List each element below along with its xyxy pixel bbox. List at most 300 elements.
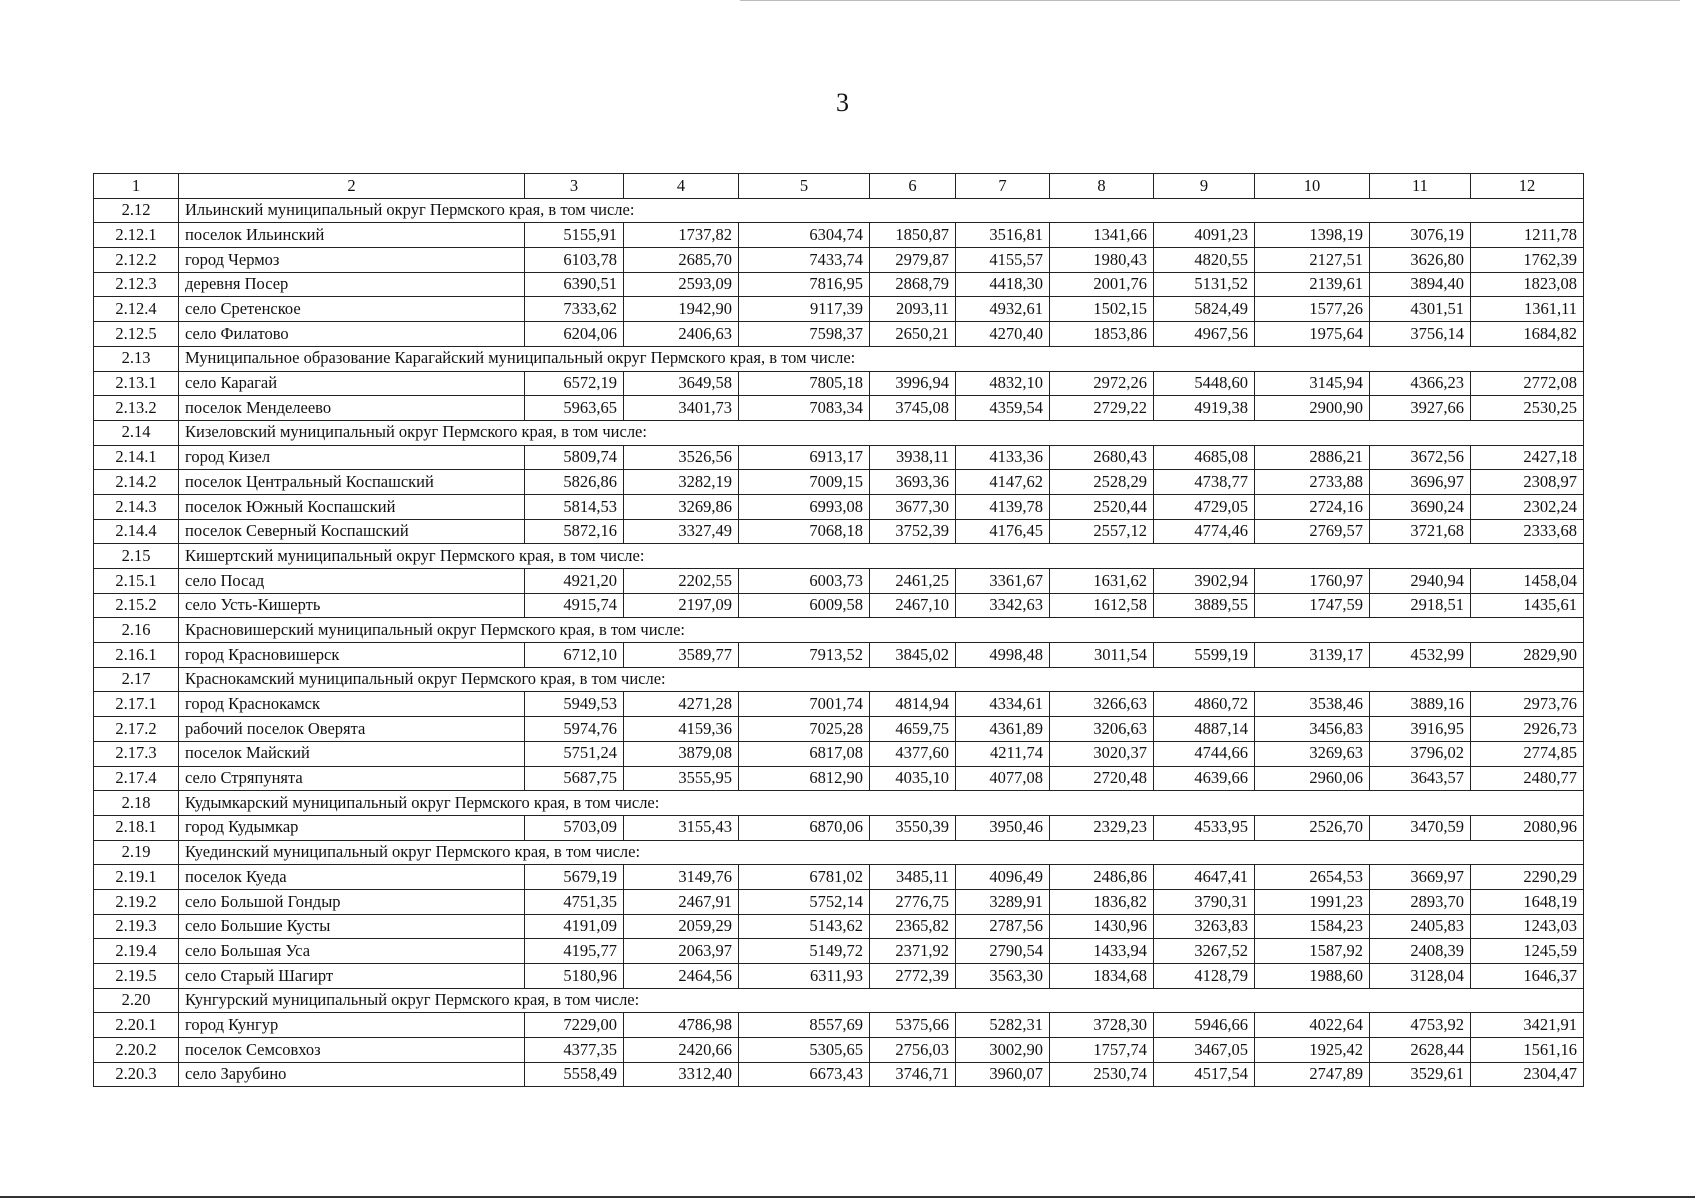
- table-row: [94, 1038, 1584, 1063]
- column-header-1: 1: [94, 174, 179, 199]
- value-cell-col-3: 5826,86: [525, 470, 624, 495]
- column-header-11: 11: [1370, 174, 1471, 199]
- value-cell-col-10: 2127,51: [1255, 248, 1370, 273]
- value-cell-col-7: 4133,36: [956, 445, 1050, 470]
- table-row: [94, 297, 1584, 322]
- value-cell-col-6: 4814,94: [870, 692, 956, 717]
- value-cell-col-12: 1435,61: [1471, 593, 1584, 618]
- value-cell-col-7: 3002,90: [956, 1038, 1050, 1063]
- value-cell-col-8: 2530,74: [1050, 1062, 1154, 1087]
- value-cell-col-4: 3649,58: [624, 371, 739, 396]
- row-number: 2.19.5: [94, 964, 179, 989]
- top-edge-line: [740, 0, 1680, 1]
- value-cell-col-12: 2829,90: [1471, 643, 1584, 668]
- table-row: [94, 865, 1584, 890]
- value-cell-col-3: 6204,06: [525, 322, 624, 347]
- row-number: 2.19.3: [94, 914, 179, 939]
- value-cell-col-9: 4128,79: [1154, 964, 1255, 989]
- value-cell-col-9: 5946,66: [1154, 1013, 1255, 1038]
- value-cell-col-7: 2790,54: [956, 939, 1050, 964]
- section-number: 2.17: [94, 667, 179, 692]
- value-cell-col-9: 3267,52: [1154, 939, 1255, 964]
- value-cell-col-3: 4915,74: [525, 593, 624, 618]
- value-cell-col-8: 1757,74: [1050, 1038, 1154, 1063]
- column-header-7: 7: [956, 174, 1050, 199]
- value-cell-col-6: 1850,87: [870, 223, 956, 248]
- value-cell-col-11: 4753,92: [1370, 1013, 1471, 1038]
- value-cell-col-8: 1612,58: [1050, 593, 1154, 618]
- value-cell-col-5: 6812,90: [739, 766, 870, 791]
- value-cell-col-7: 3516,81: [956, 223, 1050, 248]
- value-cell-col-8: 1631,62: [1050, 569, 1154, 594]
- value-cell-col-6: 3745,08: [870, 396, 956, 421]
- value-cell-col-5: 7913,52: [739, 643, 870, 668]
- column-header-9: 9: [1154, 174, 1255, 199]
- value-cell-col-6: 3996,94: [870, 371, 956, 396]
- value-cell-col-12: 2530,25: [1471, 396, 1584, 421]
- value-cell-col-5: 6993,08: [739, 494, 870, 519]
- value-cell-col-9: 5448,60: [1154, 371, 1255, 396]
- value-cell-col-10: 3269,63: [1255, 741, 1370, 766]
- value-cell-col-4: 3526,56: [624, 445, 739, 470]
- value-cell-col-9: 5599,19: [1154, 643, 1255, 668]
- value-cell-col-10: 1760,97: [1255, 569, 1370, 594]
- value-cell-col-8: 3020,37: [1050, 741, 1154, 766]
- value-cell-col-5: 7009,15: [739, 470, 870, 495]
- column-header-6: 6: [870, 174, 956, 199]
- value-cell-col-12: 1245,59: [1471, 939, 1584, 964]
- value-cell-col-9: 3790,31: [1154, 889, 1255, 914]
- settlement-name: поселок Ильинский: [179, 223, 525, 248]
- row-number: 2.12.5: [94, 322, 179, 347]
- value-cell-col-8: 3206,63: [1050, 717, 1154, 742]
- value-cell-col-9: 4860,72: [1154, 692, 1255, 717]
- value-cell-col-5: 9117,39: [739, 297, 870, 322]
- value-cell-col-3: 4195,77: [525, 939, 624, 964]
- settlement-name: село Старый Шагирт: [179, 964, 525, 989]
- value-cell-col-5: 6913,17: [739, 445, 870, 470]
- value-cell-col-4: 3401,73: [624, 396, 739, 421]
- table-row: [94, 643, 1584, 668]
- value-cell-col-12: 2304,47: [1471, 1062, 1584, 1087]
- section-title: Муниципальное образование Карагайский муниципальный округ Пермского края, в том числе:: [179, 346, 1584, 371]
- section-row: [94, 840, 1584, 865]
- table-row: [94, 717, 1584, 742]
- value-cell-col-3: 5949,53: [525, 692, 624, 717]
- table-row: [94, 889, 1584, 914]
- value-cell-col-6: 3677,30: [870, 494, 956, 519]
- value-cell-col-11: 4532,99: [1370, 643, 1471, 668]
- value-cell-col-7: 4932,61: [956, 297, 1050, 322]
- row-number: 2.14.1: [94, 445, 179, 470]
- value-cell-col-10: 2654,53: [1255, 865, 1370, 890]
- row-number: 2.20.3: [94, 1062, 179, 1087]
- settlement-name: город Чермоз: [179, 248, 525, 273]
- value-cell-col-9: 4967,56: [1154, 322, 1255, 347]
- value-cell-col-3: 5679,19: [525, 865, 624, 890]
- table-row: [94, 815, 1584, 840]
- value-cell-col-12: 2333,68: [1471, 519, 1584, 544]
- value-cell-col-5: 7083,34: [739, 396, 870, 421]
- value-cell-col-4: 4159,36: [624, 717, 739, 742]
- value-cell-col-11: 3643,57: [1370, 766, 1471, 791]
- row-number: 2.20.2: [94, 1038, 179, 1063]
- table-row: [94, 396, 1584, 421]
- value-cell-col-12: 2973,76: [1471, 692, 1584, 717]
- value-cell-col-9: 4647,41: [1154, 865, 1255, 890]
- value-cell-col-5: 6009,58: [739, 593, 870, 618]
- value-cell-col-5: 6781,02: [739, 865, 870, 890]
- settlement-name: село Усть-Кишерть: [179, 593, 525, 618]
- value-cell-col-7: 4359,54: [956, 396, 1050, 421]
- value-cell-col-12: 1823,08: [1471, 272, 1584, 297]
- value-cell-col-12: 1211,78: [1471, 223, 1584, 248]
- value-cell-col-7: 4096,49: [956, 865, 1050, 890]
- settlement-name: село Стряпунята: [179, 766, 525, 791]
- value-cell-col-7: 3563,30: [956, 964, 1050, 989]
- value-cell-col-5: 7816,95: [739, 272, 870, 297]
- value-cell-col-9: 5824,49: [1154, 297, 1255, 322]
- table-row: [94, 569, 1584, 594]
- column-header-5: 5: [739, 174, 870, 199]
- section-row: [94, 791, 1584, 816]
- value-cell-col-5: 6673,43: [739, 1062, 870, 1087]
- table-row: [94, 272, 1584, 297]
- settlement-name: село Сретенское: [179, 297, 525, 322]
- value-cell-col-12: 1648,19: [1471, 889, 1584, 914]
- value-cell-col-7: 4176,45: [956, 519, 1050, 544]
- value-cell-col-10: 2526,70: [1255, 815, 1370, 840]
- value-cell-col-3: 4191,09: [525, 914, 624, 939]
- value-cell-col-11: 3927,66: [1370, 396, 1471, 421]
- table-row: [94, 964, 1584, 989]
- section-title: Краснокамский муниципальный округ Пермского края, в том числе:: [179, 667, 1584, 692]
- value-cell-col-11: 3690,24: [1370, 494, 1471, 519]
- page-number: 3: [836, 88, 849, 117]
- settlement-name: город Кизел: [179, 445, 525, 470]
- value-cell-col-5: 6817,08: [739, 741, 870, 766]
- value-cell-col-10: 1584,23: [1255, 914, 1370, 939]
- value-cell-col-11: 3796,02: [1370, 741, 1471, 766]
- value-cell-col-4: 2685,70: [624, 248, 739, 273]
- settlement-name: село Большая Уса: [179, 939, 525, 964]
- value-cell-col-12: 1561,16: [1471, 1038, 1584, 1063]
- table-row: [94, 322, 1584, 347]
- value-cell-col-11: 3669,97: [1370, 865, 1471, 890]
- value-cell-col-7: 4832,10: [956, 371, 1050, 396]
- column-header-4: 4: [624, 174, 739, 199]
- value-cell-col-8: 2972,26: [1050, 371, 1154, 396]
- value-cell-col-3: 5751,24: [525, 741, 624, 766]
- section-row: [94, 667, 1584, 692]
- value-cell-col-6: 3752,39: [870, 519, 956, 544]
- settlement-name: поселок Семсовхоз: [179, 1038, 525, 1063]
- value-cell-col-11: 3916,95: [1370, 717, 1471, 742]
- section-number: 2.12: [94, 198, 179, 223]
- value-cell-col-10: 1988,60: [1255, 964, 1370, 989]
- value-cell-col-7: 4147,62: [956, 470, 1050, 495]
- row-number: 2.13.2: [94, 396, 179, 421]
- table-row: [94, 371, 1584, 396]
- settlement-name: село Большой Гондыр: [179, 889, 525, 914]
- value-cell-col-5: 6003,73: [739, 569, 870, 594]
- column-header-2: 2: [179, 174, 525, 199]
- value-cell-col-3: 4921,20: [525, 569, 624, 594]
- value-cell-col-4: 2197,09: [624, 593, 739, 618]
- value-cell-col-9: 4744,66: [1154, 741, 1255, 766]
- value-cell-col-4: 4271,28: [624, 692, 739, 717]
- section-row: [94, 420, 1584, 445]
- table-header-row: [94, 174, 1584, 199]
- settlement-name: поселок Куеда: [179, 865, 525, 890]
- column-header-8: 8: [1050, 174, 1154, 199]
- value-cell-col-8: 1836,82: [1050, 889, 1154, 914]
- value-cell-col-9: 4533,95: [1154, 815, 1255, 840]
- value-cell-col-9: 4820,55: [1154, 248, 1255, 273]
- value-cell-col-9: 3889,55: [1154, 593, 1255, 618]
- table-row: [94, 1062, 1584, 1087]
- value-cell-col-7: 3342,63: [956, 593, 1050, 618]
- value-cell-col-7: 3289,91: [956, 889, 1050, 914]
- value-cell-col-8: 1433,94: [1050, 939, 1154, 964]
- settlement-name: поселок Менделеево: [179, 396, 525, 421]
- value-cell-col-3: 5687,75: [525, 766, 624, 791]
- value-cell-col-10: 2960,06: [1255, 766, 1370, 791]
- settlement-name: село Зарубино: [179, 1062, 525, 1087]
- value-cell-col-8: 3728,30: [1050, 1013, 1154, 1038]
- settlement-name: поселок Майский: [179, 741, 525, 766]
- value-cell-col-7: 4418,30: [956, 272, 1050, 297]
- value-cell-col-3: 5872,16: [525, 519, 624, 544]
- row-number: 2.12.3: [94, 272, 179, 297]
- value-cell-col-10: 1975,64: [1255, 322, 1370, 347]
- value-cell-col-6: 5375,66: [870, 1013, 956, 1038]
- row-number: 2.20.1: [94, 1013, 179, 1038]
- value-cell-col-6: 2365,82: [870, 914, 956, 939]
- value-cell-col-10: 3456,83: [1255, 717, 1370, 742]
- value-cell-col-9: 4774,46: [1154, 519, 1255, 544]
- value-cell-col-5: 7805,18: [739, 371, 870, 396]
- section-title: Кудымкарский муниципальный округ Пермского края, в том числе:: [179, 791, 1584, 816]
- value-cell-col-3: 5180,96: [525, 964, 624, 989]
- tariff-table: [93, 173, 1584, 1087]
- value-cell-col-9: 3902,94: [1154, 569, 1255, 594]
- value-cell-col-8: 1853,86: [1050, 322, 1154, 347]
- value-cell-col-6: 3550,39: [870, 815, 956, 840]
- value-cell-col-12: 2302,24: [1471, 494, 1584, 519]
- value-cell-col-4: 2059,29: [624, 914, 739, 939]
- value-cell-col-9: 3467,05: [1154, 1038, 1255, 1063]
- value-cell-col-8: 1834,68: [1050, 964, 1154, 989]
- value-cell-col-6: 2776,75: [870, 889, 956, 914]
- value-cell-col-4: 4786,98: [624, 1013, 739, 1038]
- value-cell-col-12: 1684,82: [1471, 322, 1584, 347]
- value-cell-col-6: 3485,11: [870, 865, 956, 890]
- value-cell-col-9: 4639,66: [1154, 766, 1255, 791]
- value-cell-col-6: 2756,03: [870, 1038, 956, 1063]
- column-header-3: 3: [525, 174, 624, 199]
- value-cell-col-11: 2405,83: [1370, 914, 1471, 939]
- value-cell-col-9: 4517,54: [1154, 1062, 1255, 1087]
- value-cell-col-10: 1991,23: [1255, 889, 1370, 914]
- section-title: Ильинский муниципальный округ Пермского края, в том числе:: [179, 198, 1584, 223]
- value-cell-col-3: 6572,19: [525, 371, 624, 396]
- value-cell-col-6: 3746,71: [870, 1062, 956, 1087]
- value-cell-col-12: 2427,18: [1471, 445, 1584, 470]
- value-cell-col-11: 3672,56: [1370, 445, 1471, 470]
- value-cell-col-4: 2420,66: [624, 1038, 739, 1063]
- value-cell-col-11: 3470,59: [1370, 815, 1471, 840]
- settlement-name: город Кудымкар: [179, 815, 525, 840]
- row-number: 2.14.3: [94, 494, 179, 519]
- table-row: [94, 470, 1584, 495]
- value-cell-col-9: 4738,77: [1154, 470, 1255, 495]
- value-cell-col-4: 1737,82: [624, 223, 739, 248]
- value-cell-col-4: 2063,97: [624, 939, 739, 964]
- value-cell-col-4: 3555,95: [624, 766, 739, 791]
- value-cell-col-6: 2979,87: [870, 248, 956, 273]
- value-cell-col-6: 3845,02: [870, 643, 956, 668]
- value-cell-col-4: 2593,09: [624, 272, 739, 297]
- settlement-name: город Красновишерск: [179, 643, 525, 668]
- table-row: [94, 741, 1584, 766]
- table-row: [94, 766, 1584, 791]
- value-cell-col-3: 5974,76: [525, 717, 624, 742]
- row-number: 2.17.1: [94, 692, 179, 717]
- value-cell-col-12: 2480,77: [1471, 766, 1584, 791]
- value-cell-col-11: 2628,44: [1370, 1038, 1471, 1063]
- column-header-10: 10: [1255, 174, 1370, 199]
- value-cell-col-7: 4077,08: [956, 766, 1050, 791]
- value-cell-col-10: 2724,16: [1255, 494, 1370, 519]
- value-cell-col-5: 6870,06: [739, 815, 870, 840]
- row-number: 2.13.1: [94, 371, 179, 396]
- value-cell-col-11: 2918,51: [1370, 593, 1471, 618]
- value-cell-col-4: 2406,63: [624, 322, 739, 347]
- row-number: 2.15.1: [94, 569, 179, 594]
- section-number: 2.16: [94, 618, 179, 643]
- value-cell-col-5: 8557,69: [739, 1013, 870, 1038]
- value-cell-col-3: 5558,49: [525, 1062, 624, 1087]
- value-cell-col-3: 4751,35: [525, 889, 624, 914]
- value-cell-col-7: 2787,56: [956, 914, 1050, 939]
- value-cell-col-5: 7001,74: [739, 692, 870, 717]
- row-number: 2.12.2: [94, 248, 179, 273]
- section-row: [94, 988, 1584, 1013]
- value-cell-col-10: 2900,90: [1255, 396, 1370, 421]
- value-cell-col-6: 2371,92: [870, 939, 956, 964]
- value-cell-col-4: 3327,49: [624, 519, 739, 544]
- value-cell-col-12: 2926,73: [1471, 717, 1584, 742]
- value-cell-col-6: 2772,39: [870, 964, 956, 989]
- row-number: 2.15.2: [94, 593, 179, 618]
- value-cell-col-5: 6304,74: [739, 223, 870, 248]
- value-cell-col-5: 7598,37: [739, 322, 870, 347]
- value-cell-col-12: 2774,85: [1471, 741, 1584, 766]
- value-cell-col-11: 4366,23: [1370, 371, 1471, 396]
- value-cell-col-9: 3263,83: [1154, 914, 1255, 939]
- value-cell-col-11: 3889,16: [1370, 692, 1471, 717]
- settlement-name: село Большие Кусты: [179, 914, 525, 939]
- value-cell-col-8: 2557,12: [1050, 519, 1154, 544]
- settlement-name: село Посад: [179, 569, 525, 594]
- value-cell-col-3: 5809,74: [525, 445, 624, 470]
- settlement-name: город Краснокамск: [179, 692, 525, 717]
- value-cell-col-8: 3011,54: [1050, 643, 1154, 668]
- value-cell-col-12: 2308,97: [1471, 470, 1584, 495]
- value-cell-col-6: 2467,10: [870, 593, 956, 618]
- value-cell-col-3: 5703,09: [525, 815, 624, 840]
- value-cell-col-10: 1747,59: [1255, 593, 1370, 618]
- value-cell-col-11: 3756,14: [1370, 322, 1471, 347]
- value-cell-col-11: 3529,61: [1370, 1062, 1471, 1087]
- value-cell-col-10: 3139,17: [1255, 643, 1370, 668]
- settlement-name: поселок Центральный Коспашский: [179, 470, 525, 495]
- value-cell-col-4: 3149,76: [624, 865, 739, 890]
- row-number: 2.12.1: [94, 223, 179, 248]
- value-cell-col-12: 1762,39: [1471, 248, 1584, 273]
- value-cell-col-10: 1398,19: [1255, 223, 1370, 248]
- section-title: Красновишерский муниципальный округ Пермского края, в том числе:: [179, 618, 1584, 643]
- section-row: [94, 346, 1584, 371]
- column-header-12: 12: [1471, 174, 1584, 199]
- row-number: 2.14.2: [94, 470, 179, 495]
- row-number: 2.17.3: [94, 741, 179, 766]
- value-cell-col-5: 5752,14: [739, 889, 870, 914]
- value-cell-col-6: 4659,75: [870, 717, 956, 742]
- value-cell-col-10: 1587,92: [1255, 939, 1370, 964]
- value-cell-col-3: 7333,62: [525, 297, 624, 322]
- section-title: Кишертский муниципальный округ Пермского края, в том числе:: [179, 544, 1584, 569]
- value-cell-col-5: 6311,93: [739, 964, 870, 989]
- value-cell-col-6: 3693,36: [870, 470, 956, 495]
- value-cell-col-12: 1243,03: [1471, 914, 1584, 939]
- value-cell-col-12: 1646,37: [1471, 964, 1584, 989]
- value-cell-col-10: 3538,46: [1255, 692, 1370, 717]
- row-number: 2.14.4: [94, 519, 179, 544]
- value-cell-col-11: 3626,80: [1370, 248, 1471, 273]
- value-cell-col-4: 3269,86: [624, 494, 739, 519]
- section-number: 2.18: [94, 791, 179, 816]
- table-row: [94, 519, 1584, 544]
- value-cell-col-9: 4729,05: [1154, 494, 1255, 519]
- value-cell-col-4: 3155,43: [624, 815, 739, 840]
- value-cell-col-3: 5963,65: [525, 396, 624, 421]
- value-cell-col-8: 3266,63: [1050, 692, 1154, 717]
- settlement-name: деревня Посер: [179, 272, 525, 297]
- value-cell-col-11: 3128,04: [1370, 964, 1471, 989]
- value-cell-col-9: 5131,52: [1154, 272, 1255, 297]
- section-number: 2.19: [94, 840, 179, 865]
- value-cell-col-5: 5149,72: [739, 939, 870, 964]
- value-cell-col-8: 2729,22: [1050, 396, 1154, 421]
- value-cell-col-7: 5282,31: [956, 1013, 1050, 1038]
- value-cell-col-4: 3879,08: [624, 741, 739, 766]
- value-cell-col-9: 4685,08: [1154, 445, 1255, 470]
- section-title: Кунгурский муниципальный округ Пермского края, в том числе:: [179, 988, 1584, 1013]
- value-cell-col-7: 4270,40: [956, 322, 1050, 347]
- value-cell-col-8: 1980,43: [1050, 248, 1154, 273]
- value-cell-col-8: 1502,15: [1050, 297, 1154, 322]
- value-cell-col-11: 2893,70: [1370, 889, 1471, 914]
- table-row: [94, 939, 1584, 964]
- value-cell-col-8: 2720,48: [1050, 766, 1154, 791]
- value-cell-col-4: 2202,55: [624, 569, 739, 594]
- value-cell-col-7: 3361,67: [956, 569, 1050, 594]
- value-cell-col-8: 2486,86: [1050, 865, 1154, 890]
- table-row: [94, 914, 1584, 939]
- value-cell-col-3: 6390,51: [525, 272, 624, 297]
